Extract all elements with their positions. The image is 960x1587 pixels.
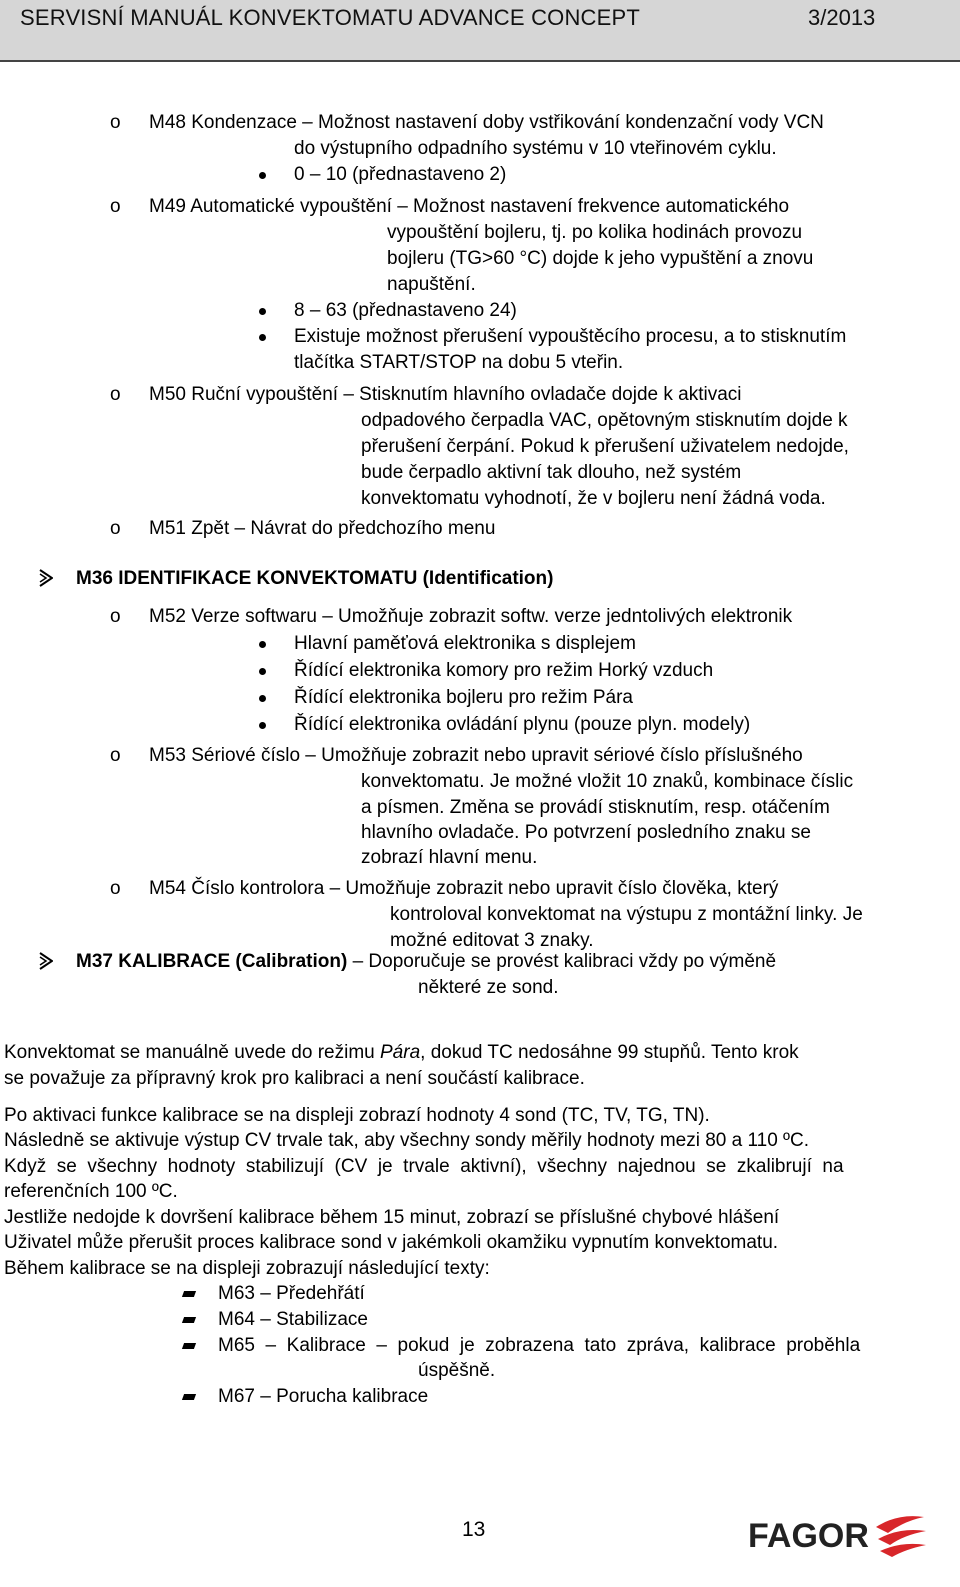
para2-line6: Uživatel může přerušit proces kalibrace sond v jakémkoli okamžiku vypnutím konvektomatu. (4, 1232, 779, 1253)
bullet-square-icon (182, 1394, 196, 1400)
para1-line2: se považuje za přípravný krok pro kalibraci a není součástí kalibrace. (4, 1068, 585, 1089)
m51-line1: M51 Zpět – Návrat do předchozího menu (149, 518, 496, 539)
m52-bullet2: Řídící elektronika komory pro režim Horký vzduch (294, 660, 714, 681)
para1-text: , dokud TC nedosáhne 99 stupňů. Tento krok (420, 1042, 799, 1063)
m37-heading-rest: – Doporučuje se provést kalibraci vždy po výměně (347, 951, 777, 972)
m53-line5: zobrazí hlavní menu. (361, 847, 538, 868)
m50-line2: odpadového čerpadla VAC, opětovným stisknutím dojde k (361, 410, 848, 431)
msg-m63: M63 – Předehřátí (218, 1283, 365, 1304)
logo-swoosh-icon (876, 1516, 926, 1557)
m53-line1: M53 Sériové číslo – Umožňuje zobrazit nebo upravit sériové číslo příslušného (149, 745, 803, 766)
bullet-square-icon (182, 1317, 196, 1323)
fagor-logo (748, 1505, 928, 1565)
msg-m65-line1: M65 – Kalibrace – pokud je zobrazena tato zpráva, kalibrace proběhla (218, 1335, 861, 1356)
m52-bullet3: Řídící elektronika bojleru pro režim Pára (294, 687, 633, 708)
bullet-square-icon (182, 1343, 196, 1349)
para2-line4: referenčních 100 ºC. (4, 1181, 178, 1202)
list-bullet-circle: o (110, 606, 121, 627)
m49-bullet1: 8 – 63 (přednastaveno 24) (294, 300, 517, 321)
list-bullet-circle: o (110, 196, 121, 217)
para1-line1 (4, 1040, 799, 1066)
para1-italic: Pára (380, 1042, 421, 1063)
m53-line2: konvektomatu. Je možné vložit 10 znaků, kombinace číslic (361, 771, 854, 792)
list-bullet-circle: o (110, 745, 121, 766)
m48-line2: do výstupního odpadního systému v 10 vteřinovém cyklu. (294, 138, 777, 159)
arrow-bullet-icon (39, 952, 53, 970)
para2-line2: Následně se aktivuje výstup CV trvale tak, aby všechny sondy měřily hodnoty mezi 80 a 110 ºC. (4, 1130, 809, 1151)
m49-line3: bojleru (TG>60 °C) dojde k jeho vypuštění a znovu (387, 248, 814, 269)
m49-bullet2a: Existuje možnost přerušení vypouštěcího procesu, a to stisknutím (294, 326, 847, 347)
m54-line1: M54 Číslo kontrolora – Umožňuje zobrazit nebo upravit číslo člověka, který (149, 878, 779, 899)
header-title: SERVISNÍ MANUÁL KONVEKTOMATU ADVANCE CONCEPT (20, 5, 641, 30)
para2-line7: Během kalibrace se na displeji zobrazují následující texty: (4, 1258, 490, 1279)
bullet-dot-icon (259, 641, 266, 648)
list-bullet-circle: o (110, 384, 121, 405)
bullet-dot-icon (259, 172, 266, 179)
bullet-dot-icon (259, 722, 266, 729)
msg-m65-line2: úspěšně. (418, 1360, 496, 1381)
m50-line5: konvektomatu vyhodnotí, že v bojleru není žádná voda. (361, 488, 826, 509)
m53-line3: a písmen. Změna se provádí stisknutím, resp. otáčením (361, 797, 830, 818)
page-number: 13 (462, 1518, 486, 1541)
m54-line3: možné editovat 3 znaky. (390, 930, 594, 951)
m37-line2: některé ze sond. (418, 977, 559, 998)
list-bullet-circle: o (110, 878, 121, 899)
list-bullet-circle: o (110, 112, 121, 133)
bullet-square-icon (182, 1291, 196, 1297)
m52-line1: M52 Verze softwaru – Umožňuje zobrazit softw. verze jedntolivých elektronik (149, 606, 793, 627)
list-bullet-circle: o (110, 518, 121, 539)
m37-heading (76, 949, 776, 975)
bullet-dot-icon (259, 668, 266, 675)
m52-bullet1: Hlavní paměťová elektronika s displejem (294, 633, 636, 654)
m37-heading-bold: M37 KALIBRACE (Calibration) (76, 951, 348, 972)
para2-line1: Po aktivaci funkce kalibrace se na displeji zobrazí hodnoty 4 sond (TC, TV, TG, TN). (4, 1105, 710, 1126)
m50-line3: přerušení čerpání. Pokud k přerušení uživatelem nedojde, (361, 436, 849, 457)
logo-text: FAGOR (748, 1517, 869, 1555)
msg-m64: M64 – Stabilizace (218, 1309, 368, 1330)
m48-line1: M48 Kondenzace – Možnost nastavení doby vstřikování kondenzační vody VCN (149, 112, 824, 133)
m49-line4: napuštění. (387, 274, 476, 295)
page-header (0, 0, 960, 62)
m49-bullet2b: tlačítka START/STOP na dobu 5 vteřin. (294, 352, 624, 373)
para1-text: Konvektomat se manuálně uvede do režimu (4, 1042, 380, 1063)
m50-line4: bude čerpadlo aktivní tak dlouho, než systém (361, 462, 742, 483)
msg-m67: M67 – Porucha kalibrace (218, 1386, 429, 1407)
bullet-dot-icon (259, 695, 266, 702)
m52-bullet4: Řídící elektronika ovládání plynu (pouze plyn. modely) (294, 714, 751, 735)
m36-heading: M36 IDENTIFIKACE KONVEKTOMATU (Identification) (76, 568, 554, 589)
arrow-bullet-icon (39, 569, 53, 587)
m54-line2: kontroloval konvektomat na výstupu z montážní linky. Je (390, 904, 863, 925)
m48-bullet1: 0 – 10 (přednastaveno 2) (294, 164, 507, 185)
bullet-dot-icon (259, 308, 266, 315)
m53-line4: hlavního ovladače. Po potvrzení posledního znaku se (361, 822, 811, 843)
para2-line3: Když se všechny hodnoty stabilizují (CV je trvale aktivní), všechny najednou se zkalibrují na (4, 1156, 844, 1177)
para2-line5: Jestliže nedojde k dovršení kalibrace během 15 minut, zobrazí se příslušné chybové hlášení (4, 1207, 780, 1228)
m50-line1: M50 Ruční vypouštění – Stisknutím hlavního ovladače dojde k aktivaci (149, 384, 742, 405)
bullet-dot-icon (259, 334, 266, 341)
m49-line1: M49 Automatické vypouštění – Možnost nastavení frekvence automatického (149, 196, 790, 217)
header-date: 3/2013 (808, 5, 876, 30)
m49-line2: vypouštění bojleru, tj. po kolika hodinách provozu (387, 222, 803, 243)
